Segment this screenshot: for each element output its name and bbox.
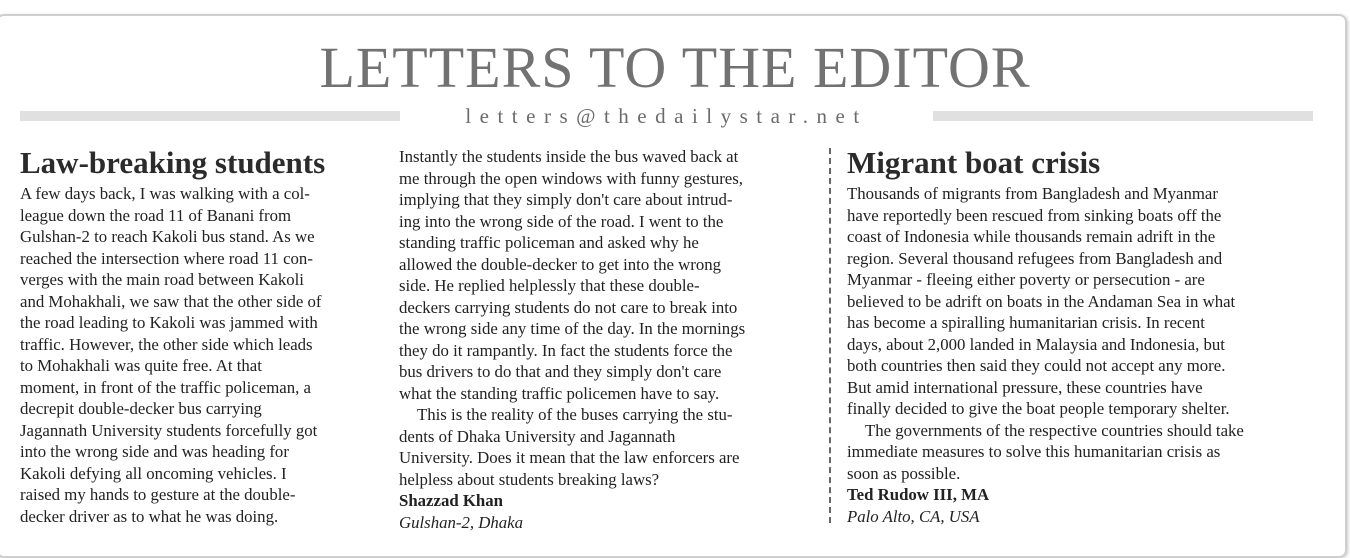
text-line: moment, in front of the traffic policeman, a [20, 377, 311, 397]
text-line: This is the reality of the buses carrying the stu- [417, 405, 733, 424]
text-line: reached the intersection where road 11 con- [20, 248, 313, 268]
text-line: both countries then said they could not accept any more. [847, 356, 1226, 375]
text-line: Myanmar - fleeing either poverty or persecution - are [847, 270, 1205, 289]
text-line: University. Does it mean that the law enforcers are [399, 448, 740, 467]
text-line: traffic. However, the other side which leads [20, 334, 313, 354]
text-line: what the standing traffic policemen have to say. [399, 383, 720, 403]
text-line: verges with the main road between Kakoli [20, 270, 304, 289]
masthead-rule-left [20, 111, 400, 121]
letter2-column [847, 183, 1317, 527]
column-divider [829, 148, 831, 523]
editor-email: letters@thedailystar.net [465, 104, 868, 128]
letter1-location: Gulshan-2, Dhaka [399, 512, 523, 532]
text-line: into the wrong side and was heading for [20, 442, 289, 461]
text-line: decker driver as to what he was doing. [20, 506, 279, 526]
text-line: the road leading to Kakoli was jammed with [20, 313, 318, 332]
letter1-column1 [20, 183, 385, 527]
text-line: ing into the wrong side of the road. I went to the [399, 211, 724, 231]
letter2-location: Palo Alto, CA, USA [847, 506, 980, 526]
text-line: me through the open windows with funny gestures, [399, 168, 743, 188]
text-line: days, about 2,000 landed in Malaysia and Indonesia, but [847, 334, 1225, 354]
text-line: Kakoli defying all oncoming vehicles. I [20, 463, 287, 483]
letter1-headline: Law-breaking students [20, 145, 326, 180]
text-line: Instantly the students inside the bus waved back at [399, 147, 739, 166]
section-title: LETTERS TO THE EDITOR [319, 35, 1031, 100]
text-line: have reportedly been rescued from sinking boats off the [847, 205, 1222, 225]
text-line: league down the road 11 of Banani from [20, 205, 292, 225]
text-line: raised my hands to gesture at the double- [20, 485, 296, 504]
text-line: believed to be adrift on boats in the Andaman Sea in what [847, 291, 1236, 311]
text-line: helpless about students breaking laws? [399, 469, 660, 489]
masthead-rule-right [933, 111, 1313, 121]
text-line: coast of Indonesia while thousands remain adrift in the [847, 227, 1216, 246]
letter1-column2 [399, 146, 814, 533]
text-line: the wrong side any time of the day. In the mornings [399, 319, 746, 338]
letter2-signature: Ted Rudow III, MA [847, 485, 990, 504]
text-line: Thousands of migrants from Bangladesh and Myanmar [847, 184, 1218, 203]
text-line: A few days back, I was walking with a col- [20, 184, 310, 203]
text-line: Gulshan-2 to reach Kakoli bus stand. As we [20, 227, 315, 246]
text-line: standing traffic policeman and asked why he [399, 233, 699, 252]
text-line: has become a spiralling humanitarian crisis. In recent [847, 313, 1205, 332]
text-line: allowed the double-decker to get into the wrong [399, 254, 722, 274]
text-line: region. Several thousand refugees from Bangladesh and [847, 248, 1223, 268]
text-line: side. He replied helplessly that these double- [399, 276, 700, 295]
text-line: dents of Dhaka University and Jagannath [399, 426, 676, 446]
letter2-headline: Migrant boat crisis [847, 145, 1101, 180]
text-line: to Mohakhali was quite free. At that [20, 356, 262, 375]
text-line: Jagannath University students forcefully got [20, 420, 318, 440]
letter1-signature: Shazzad Khan [399, 491, 503, 510]
text-line: finally decided to give the boat people temporary shelter. [847, 399, 1230, 418]
text-line: But amid international pressure, these countries have [847, 377, 1203, 397]
text-line: decrepit double-decker bus carrying [20, 399, 262, 418]
text-line: and Mohakhali, we saw that the other side of [20, 291, 322, 311]
text-line: immediate measures to solve this humanitarian crisis as [847, 442, 1221, 461]
text-line: they do it rampantly. In fact the students force the [399, 340, 733, 360]
text-line: implying that they simply don't care about intrud- [399, 190, 733, 209]
text-line: The governments of the respective countries should take [865, 420, 1244, 440]
text-line: bus drivers to do that and they simply don't care [399, 362, 722, 381]
text-line: deckers carrying students do not care to break into [399, 297, 738, 317]
text-line: soon as possible. [847, 463, 961, 483]
